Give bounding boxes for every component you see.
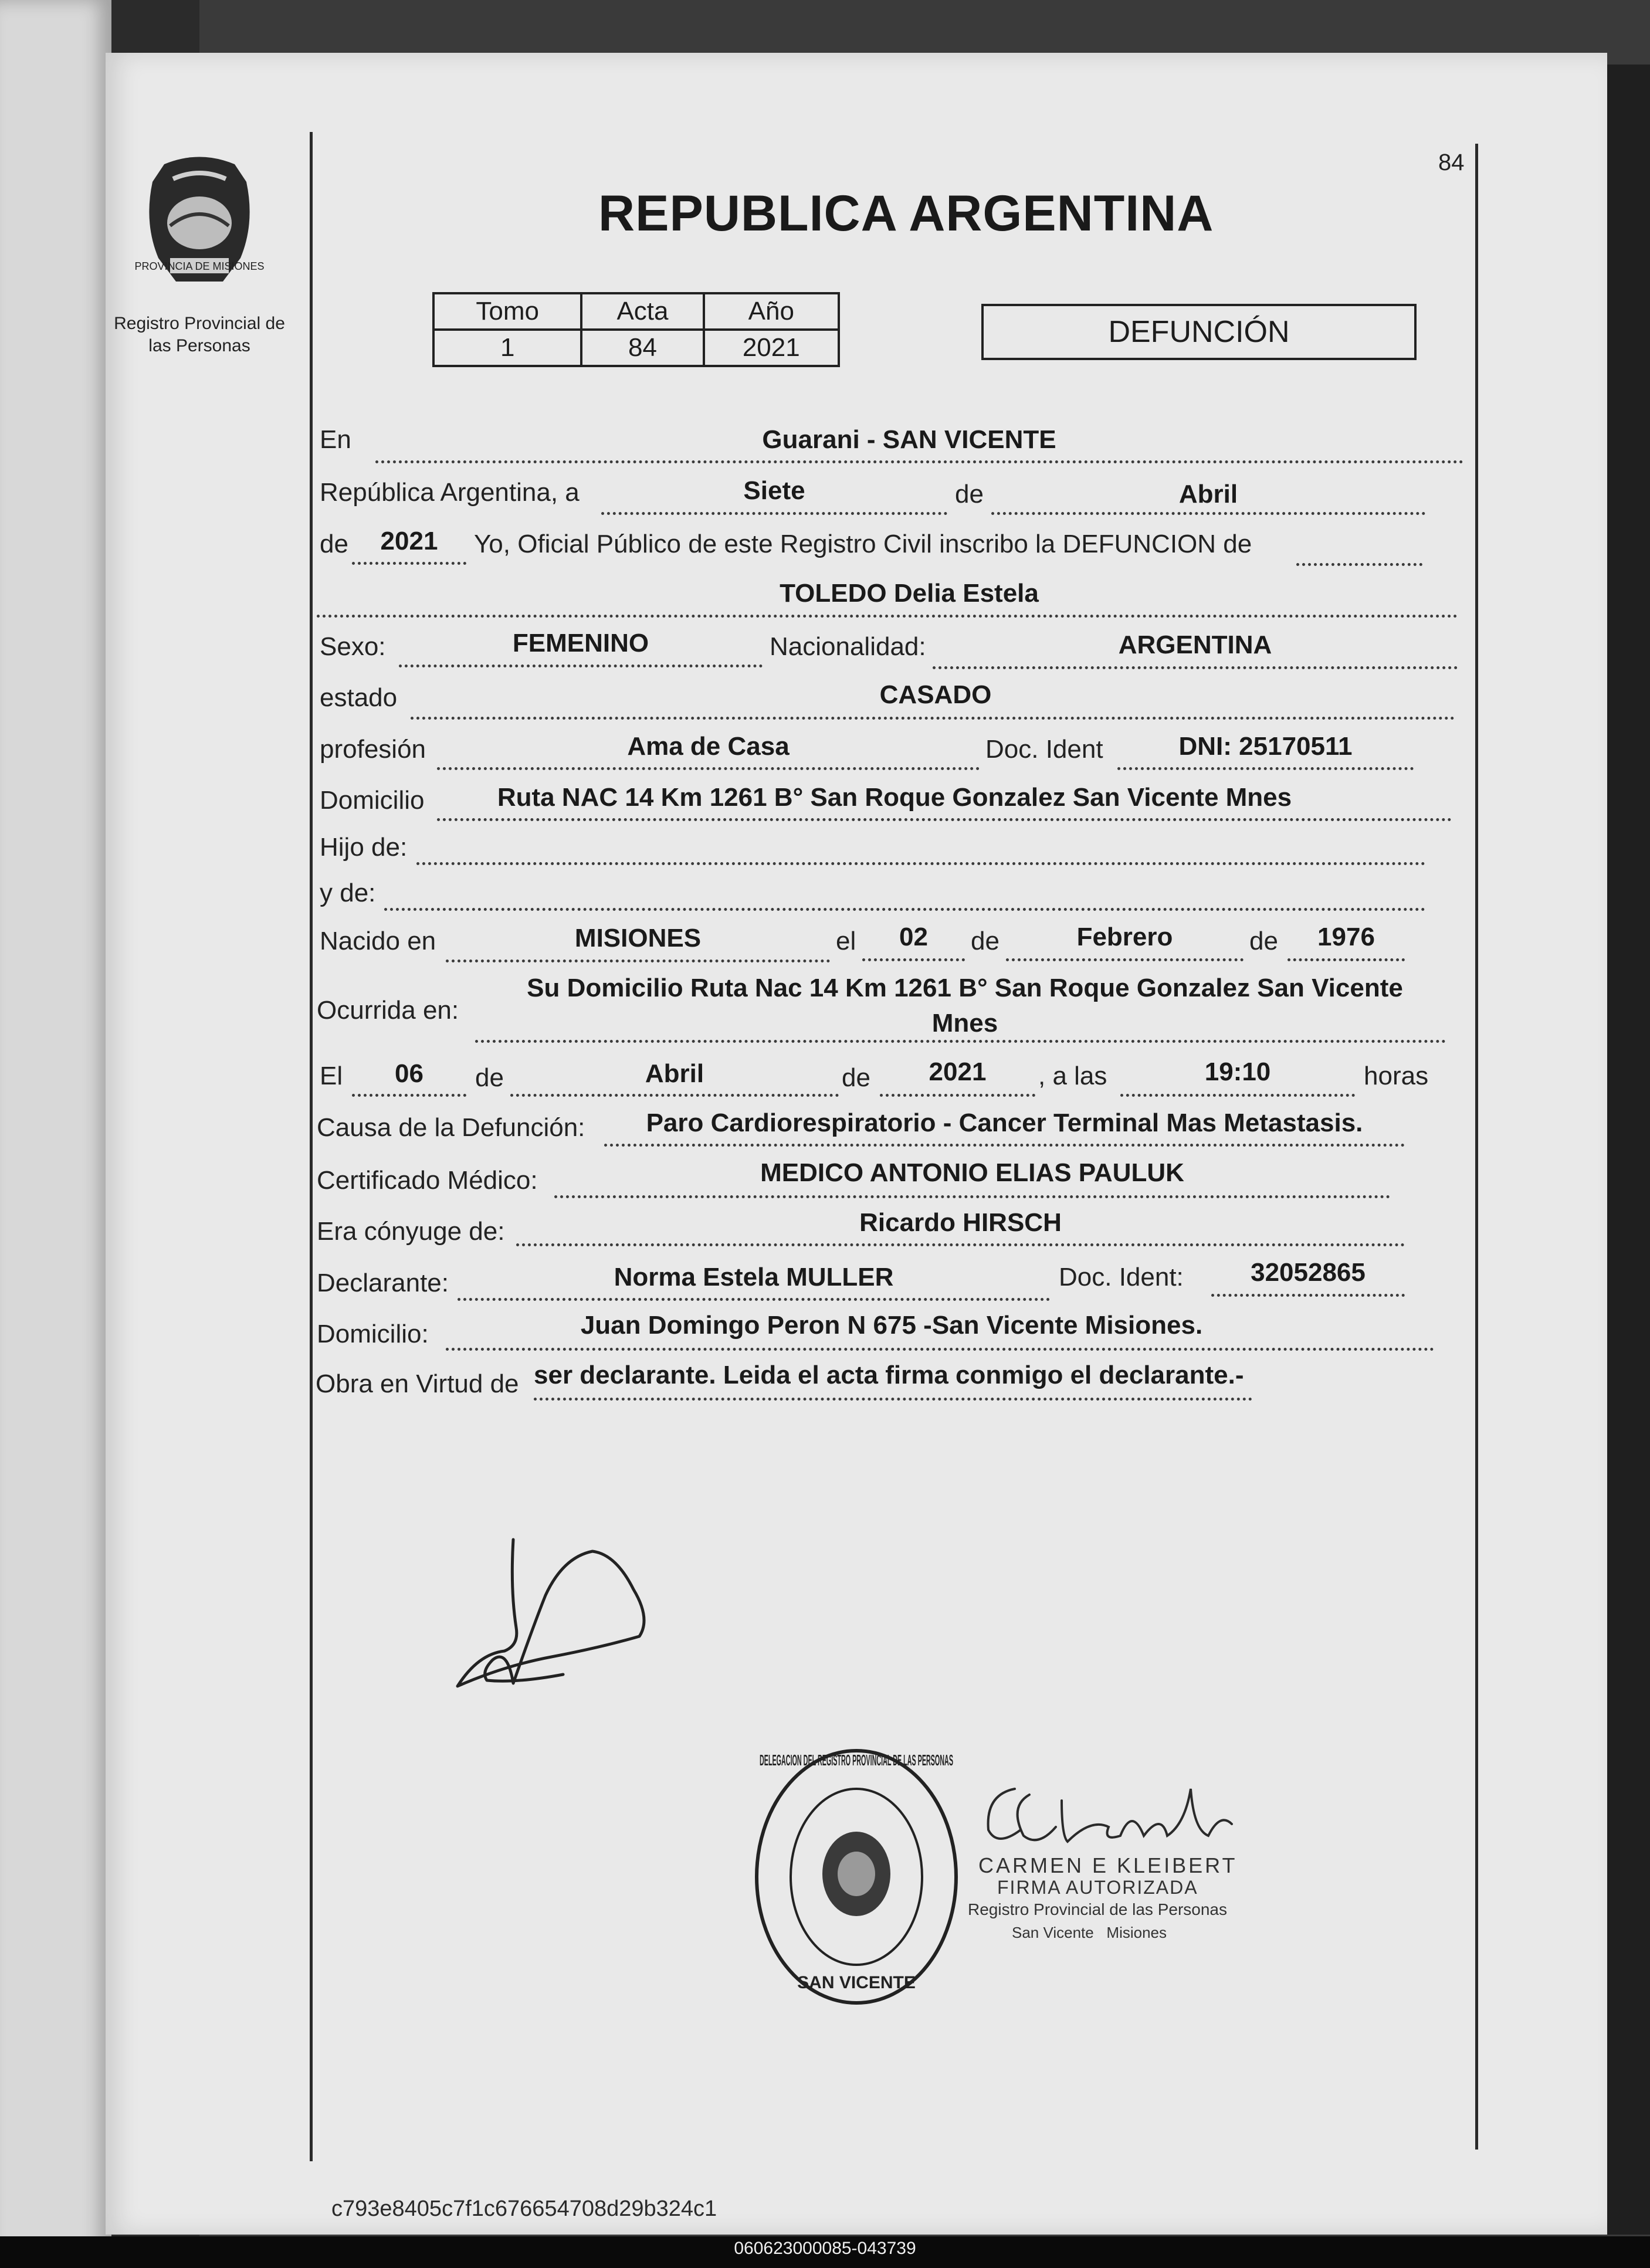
dotted-line: [437, 767, 980, 770]
signature-name: CARMEN E KLEIBERT: [978, 1853, 1238, 1877]
value-profesion: Ama de Casa: [627, 732, 790, 761]
dotted-line: [1117, 767, 1414, 770]
dotted-line: [601, 512, 947, 515]
label-ocurrida: Ocurrida en:: [317, 996, 459, 1025]
label-el: El: [320, 1062, 343, 1090]
label-de: de: [320, 530, 348, 558]
label-doc-ident: Doc. Ident: [985, 735, 1103, 764]
value-ocurrida-line1: Su Domicilio Ruta Nac 14 Km 1261 B° San Roque Gonzalez San Vicente: [527, 974, 1403, 1002]
province-logo-icon: [129, 147, 270, 299]
dotted-line: [384, 908, 1425, 911]
label-causa: Causa de la Defunción:: [317, 1113, 585, 1142]
dotted-line: [933, 666, 1458, 669]
dotted-line: [991, 512, 1425, 515]
label-nacionalidad: Nacionalidad:: [770, 632, 926, 661]
label-en: En: [320, 425, 351, 454]
previous-page-edge: [0, 0, 111, 2268]
label-republica: República Argentina, a: [320, 478, 580, 507]
value-declarante-doc: 32052865: [1251, 1258, 1366, 1287]
label-de: de: [842, 1063, 870, 1092]
registry-line-2: las Personas: [148, 336, 250, 355]
dotted-line: [862, 958, 965, 961]
value-causa: Paro Cardiorespiratorio - Cancer Terminal Mas Metastasis.: [646, 1108, 1363, 1137]
dotted-line: [1120, 1094, 1355, 1097]
stamp-bottom-text: SAN VICENTE: [797, 1973, 916, 1992]
dotted-line: [516, 1243, 1405, 1246]
table-header-tomo: Tomo: [433, 293, 581, 330]
signature-role: FIRMA AUTORIZADA: [997, 1877, 1198, 1898]
value-dia-texto: Siete: [743, 476, 805, 505]
label-sexo: Sexo:: [320, 632, 386, 661]
logo-text: PROVINCIA DE MISIONES: [134, 260, 265, 272]
handwritten-signature: [446, 1525, 657, 1701]
label-y-de: y de:: [320, 879, 376, 907]
label-declarante: Declarante:: [317, 1269, 449, 1297]
value-def-mes: Abril: [645, 1059, 704, 1088]
dotted-line: [554, 1195, 1390, 1198]
dotted-line: [880, 1094, 1035, 1097]
label-a-las: , a las: [1038, 1062, 1107, 1090]
label-certificado: Certificado Médico:: [317, 1166, 538, 1195]
value-estado: CASADO: [879, 680, 992, 709]
dotted-line: [446, 960, 830, 962]
value-def-hora: 19:10: [1204, 1057, 1271, 1086]
registry-line-1: Registro Provincial de: [114, 314, 285, 333]
label-domicilio: Domicilio:: [317, 1320, 429, 1348]
label-hijo: Hijo de:: [320, 833, 408, 862]
value-certificado: MEDICO ANTONIO ELIAS PAULUK: [760, 1158, 1184, 1187]
label-de: de: [475, 1063, 504, 1092]
dotted-line: [604, 1144, 1405, 1147]
page-number: 84: [1438, 150, 1465, 175]
value-declarante: Norma Estela MULLER: [614, 1263, 894, 1291]
value-def-dia: 06: [395, 1059, 423, 1088]
book-table: [432, 292, 840, 367]
table-cell-anio: 2021: [704, 330, 839, 366]
dotted-line: [534, 1398, 1252, 1401]
label-profesion: profesión: [320, 735, 426, 764]
value-obra: ser declarante. Leida el acta firma conmigo el declarante.-: [534, 1361, 1244, 1389]
dotted-line: [416, 862, 1425, 865]
label-de: de: [1249, 927, 1278, 955]
value-sexo: FEMENINO: [512, 629, 649, 657]
authorized-signature: [974, 1771, 1249, 1865]
label-de: de: [971, 927, 1000, 955]
label-doc-ident: Doc. Ident:: [1059, 1263, 1184, 1291]
signature-place: San Vicente Misiones: [1012, 1924, 1167, 1941]
value-mes-texto: Abril: [1178, 480, 1238, 508]
dotted-line: [1296, 563, 1422, 566]
dotted-line: [475, 1040, 1446, 1043]
label-obra: Obra en Virtud de: [316, 1369, 519, 1398]
value-lugar: Guarani - SAN VICENTE: [762, 425, 1056, 454]
document-hash: c793e8405c7f1c676654708d29b324c1: [331, 2196, 717, 2221]
dotted-line: [399, 665, 763, 667]
table-header-anio: Año: [704, 293, 839, 330]
dotted-line: [352, 1094, 466, 1097]
value-nombre: TOLEDO Delia Estela: [780, 579, 1039, 608]
dotted-line: [1006, 958, 1244, 961]
value-declarante-domicilio: Juan Domingo Peron N 675 -San Vicente Misiones.: [580, 1311, 1203, 1340]
dotted-line: [1211, 1294, 1405, 1297]
label-conyuge: Era cónyuge de:: [317, 1217, 505, 1246]
barcode-text: 060623000085-043739: [734, 2239, 916, 2258]
value-nac-dia: 02: [899, 923, 928, 951]
label-yo: Yo, Oficial Público de este Registro Civil inscribo la DEFUNCION de: [474, 530, 1252, 558]
value-nacido-en: MISIONES: [574, 924, 702, 952]
value-nacionalidad: ARGENTINA: [1118, 630, 1272, 659]
document-type-box: DEFUNCIÓN: [981, 304, 1417, 360]
page-title: REPUBLICA ARGENTINA: [598, 185, 1214, 242]
dotted-line: [317, 615, 1458, 618]
dotted-line: [458, 1298, 1050, 1301]
dotted-line: [510, 1094, 839, 1097]
dotted-line: [1288, 958, 1405, 961]
dotted-line: [375, 460, 1463, 463]
right-border-line: [1475, 144, 1478, 2150]
value-domicilio: Ruta NAC 14 Km 1261 B° San Roque Gonzalez San Vicente Mnes: [497, 783, 1292, 812]
table-cell-tomo: 1: [433, 330, 581, 366]
label-el: el: [836, 927, 856, 955]
label-horas: horas: [1364, 1062, 1429, 1090]
left-border-line: [310, 132, 313, 2161]
value-dni: DNI: 25170511: [1178, 732, 1353, 761]
value-ocurrida-line2: Mnes: [931, 1009, 998, 1038]
dotted-line: [411, 717, 1455, 720]
label-domicilio: Domicilio: [320, 786, 425, 815]
signature-org: Registro Provincial de las Personas: [968, 1900, 1227, 1918]
dotted-line: [446, 1348, 1434, 1351]
table-cell-acta: 84: [581, 330, 703, 366]
value-nac-mes: Febrero: [1076, 923, 1173, 951]
label-de: de: [955, 480, 984, 508]
stamp-ring-text: DELEGACION DEL REGISTRO PROVINCIAL DE LAS PERSONAS: [760, 1751, 953, 1769]
dotted-line: [352, 562, 466, 565]
value-def-anio: 2021: [929, 1057, 987, 1086]
official-stamp-icon: [745, 1742, 980, 2023]
label-nacido: Nacido en: [320, 927, 436, 955]
value-nac-anio: 1976: [1317, 923, 1375, 951]
value-anio: 2021: [380, 527, 438, 555]
dotted-line: [437, 818, 1452, 821]
table-header-acta: Acta: [581, 293, 703, 330]
label-estado: estado: [320, 683, 398, 712]
value-conyuge: Ricardo HIRSCH: [859, 1208, 1062, 1237]
